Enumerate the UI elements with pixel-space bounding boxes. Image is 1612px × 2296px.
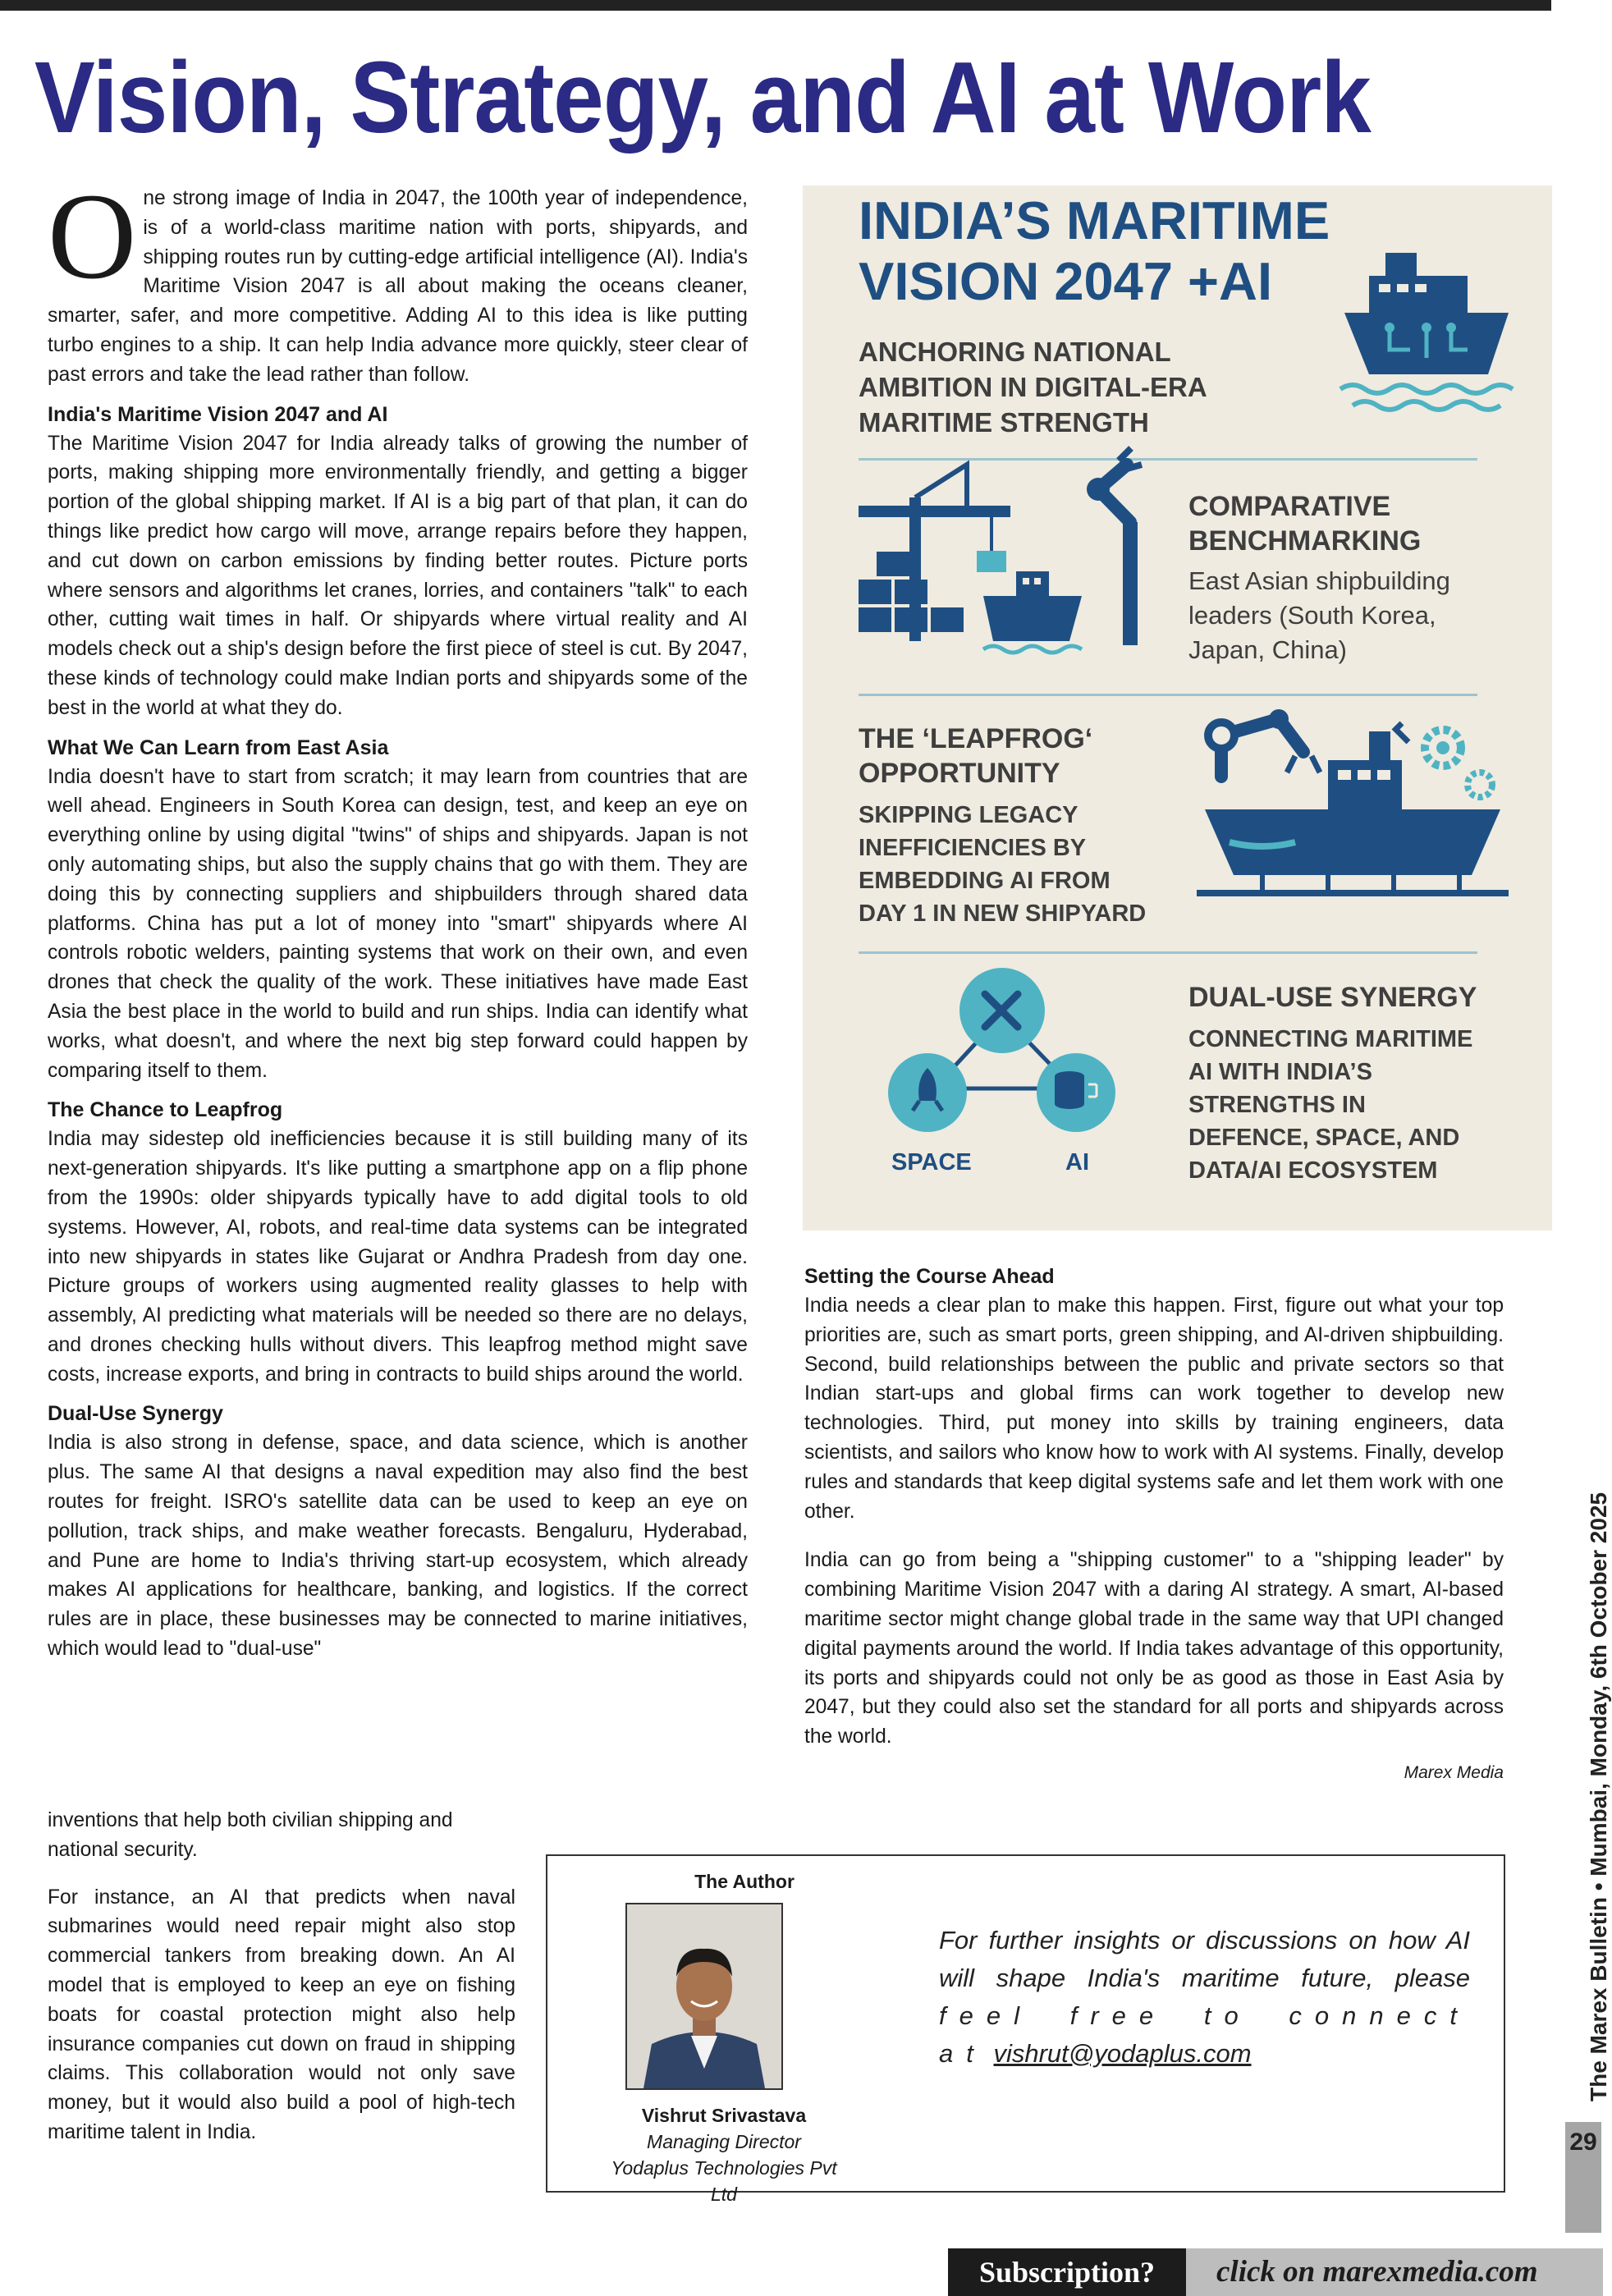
- author-company: Yodaplus Technologies Pvt Ltd: [611, 2157, 837, 2205]
- label-space: SPACE: [891, 1149, 972, 1175]
- subscription-label[interactable]: Subscription?: [948, 2248, 1186, 2296]
- source-credit: Marex Media: [1404, 1763, 1504, 1782]
- page-number-tab: [1565, 2122, 1601, 2233]
- course-paragraph-1: India needs a clear plan to make this happen. First, figure out what your top priorities are, such as smart ports, green shipping, and AI-driven shipbuilding. Second, build relationships between the public and private sectors so that Indian start-ups and global firms can work together to develop new technologies. Third, put money into skills by training engineers, data scientists, and sailors who know how to work with AI systems. Finally, develop rules and standards that keep digital systems safe and let them work with one other.: [804, 1295, 1504, 1523]
- right-column: [804, 1262, 1504, 1762]
- portrait-illustration: [627, 1904, 781, 2088]
- infographic-title: INDIA’S MARITIME VISION 2047 +AI: [859, 190, 1330, 311]
- section-paragraph-continued: inventions that help both civilian shipping and national security.: [48, 1809, 453, 1861]
- course-paragraph-2: India can go from being a "shipping customer" to a "shipping leader" by combining Maritime Vision 2047 with a daring AI strategy. A smart, AI-based maritime sector might change global trade in the same way that UPI changed digital payments around the world. If India takes advantage of this opportunity, its ports and shipyards could not only be as good as those in East Asia by 2047, but they could also set the standard for all ports and shipyards across the world.: [804, 1549, 1504, 1748]
- page-number: 29: [1569, 2129, 1597, 2156]
- section-heading: The Chance to Leapfrog: [48, 1098, 283, 1122]
- author-email-link[interactable]: vishrut@yodaplus.com: [993, 2039, 1252, 2068]
- sidebar-publication-line: The Marex Bulletin • Mumbai, Monday, 6th October 2025: [1586, 1492, 1611, 2101]
- example-paragraph: For instance, an AI that predicts when naval submarines would need repair might also stop commercial tankers from breaking down. An AI model that is employed to keep an eye on fishing boats for coastal protection might also help insurance companies cut down on fraud in shipping claims. This collaboration would not only save money, but it would also build a pool of high-tech maritime talent in India.: [48, 1886, 515, 2143]
- author-box: [546, 1854, 1505, 2205]
- section-heading: Setting the Course Ahead: [804, 1265, 1055, 1288]
- infographic: [803, 186, 1552, 1230]
- infographic-subtitle: ANCHORING NATIONAL AMBITION IN DIGITAL-ERA MARITIME STRENGTH: [859, 337, 1207, 438]
- author-details: [597, 2102, 851, 2207]
- leapfrog-heading: THE ‘LEAPFROG‘ OPPORTUNITY: [859, 723, 1093, 789]
- section-heading: What We Can Learn from East Asia: [48, 736, 389, 759]
- author-role: Managing Director: [647, 2131, 801, 2152]
- intro-paragraph: One strong image of India in 2047, the 100th year of independence, is of a world-class maritime nation with ports, shipyards, and shipping routes run by cutting-edge artificial intelligence (AI). India's Maritime Vision 2047 is all about making the oceans cleaner, smarter, safer, and more competitive. Adding AI to this idea is like putting turbo engines to a ship. It can help India advance more quickly, steer clear of past errors and take the lead rather than follow.: [48, 168, 748, 386]
- section-paragraph: India doesn't have to start from scratch; it may learn from countries that are well ahead. Engineers in South Korea can design, test, and keep an eye on everything online by using digital "twins" of ships and shipyards. Japan is not only automating ships, but also the supply chains that go with them. They are doing this by connecting suppliers and shipbuilders through shared data platforms. China has put a lot of money into "smart" shipyards where AI controls robotic welders, painting systems that work on their own, and even drones that check the quality of the work. These initiatives have made East Asia the best place in the world to build and run ships. India can identify what works, what doesn't, and where the next big step forward could happen by comparing itself to them.: [48, 765, 748, 1082]
- dual-use-heading: DUAL-USE SYNERGY: [1188, 982, 1477, 1013]
- section-heading: Dual-Use Synergy: [48, 1402, 223, 1426]
- drop-cap: O: [48, 168, 137, 305]
- section-paragraph: India is also strong in defense, space, and data science, which is another plus. The same AI that designs a naval expedition may also find the best routes for freight. ISRO's satellite data can be used to keep an eye on pollution, track ships, and make weather forecasts. Bengaluru, Hyderabad, and Pune are home to India's thriving start-up ecosystem, which already makes AI applications for healthcare, banking, and logistics. If the correct rules are in place, these businesses may be connected to marine initiatives, which would lead to "dual-use": [48, 1432, 748, 1661]
- dual-use-body: CONNECTING MARITIME AI WITH INDIA’S STRENGTHS IN DEFENCE, SPACE, AND DATA/AI ECOSYSTEM: [1188, 1026, 1473, 1184]
- section-heading: India's Maritime Vision 2047 and AI: [48, 402, 388, 426]
- ship-icon: [1340, 253, 1513, 410]
- shipyard-robot-icon: [1197, 709, 1509, 893]
- section-paragraph: India may sidestep old inefficiencies because it is still building many of its next-generation shipyards. It's like putting a smartphone app on a flip phone from the 1990s: older shipyards typically have to add digital tools to old systems. However, AI, robots, and real-time data systems can be integrated into new shipyards in states like Gujarat or Andhra Pradesh from day one. Picture groups of workers using augmented reality glasses to help with assembly, AI predicting what materials will be needed so there are no delays, and drones checking hulls without divers. This leapfrog method might save costs, increase exports, and bring in contracts to build ships around the world.: [48, 1128, 748, 1386]
- benchmark-heading: COMPARATIVE BENCHMARKING: [1188, 491, 1422, 557]
- left-column: [48, 168, 748, 1664]
- author-photo: [625, 1903, 783, 2090]
- left-narrow-column: [48, 1806, 515, 2157]
- port-crane-icon: [859, 448, 1142, 653]
- label-ai: AI: [1065, 1149, 1089, 1175]
- dual-use-diagram: [888, 968, 1115, 1132]
- leapfrog-body: SKIPPING LEGACY INEFFICIENCIES BY EMBEDDING AI FROM DAY 1 IN NEW SHIPYARD: [859, 802, 1147, 927]
- section-paragraph: The Maritime Vision 2047 for India already talks of growing the number of ports, making shipping more environmentally friendly, and getting a bigger portion of the global shipping market. If AI is a big part of that plan, it can do things like predict how cargo will move, arrange repairs before they happen, and cut down on carbon emissions by finding better routes. Picture ports where sensors and algorithms let cranes, lorries, and containers "talk" to each other, cutting wait times in half. Or shipyards where virtual reality and AI models check out a ship's design before the first piece of steel is cut. By 2047, these kinds of technology could make Indian ports and shipyards some of the best in the world at what they do.: [48, 432, 748, 719]
- author-name: Vishrut Srivastava: [641, 2105, 807, 2126]
- page-title: Vision, Strategy, and AI at Work: [34, 42, 1371, 154]
- subscription-link[interactable]: click on marexmedia.com: [1216, 2255, 1538, 2289]
- author-quote: For further insights or discussions on how AI will shape India's maritime future, please feel free to connect at vishrut@yodaplus.com: [939, 1926, 1470, 2068]
- benchmark-body: East Asian shipbuilding leaders (South Korea, Japan, China): [1188, 566, 1450, 664]
- author-label: The Author: [694, 1871, 795, 1892]
- top-rule: [0, 0, 1551, 11]
